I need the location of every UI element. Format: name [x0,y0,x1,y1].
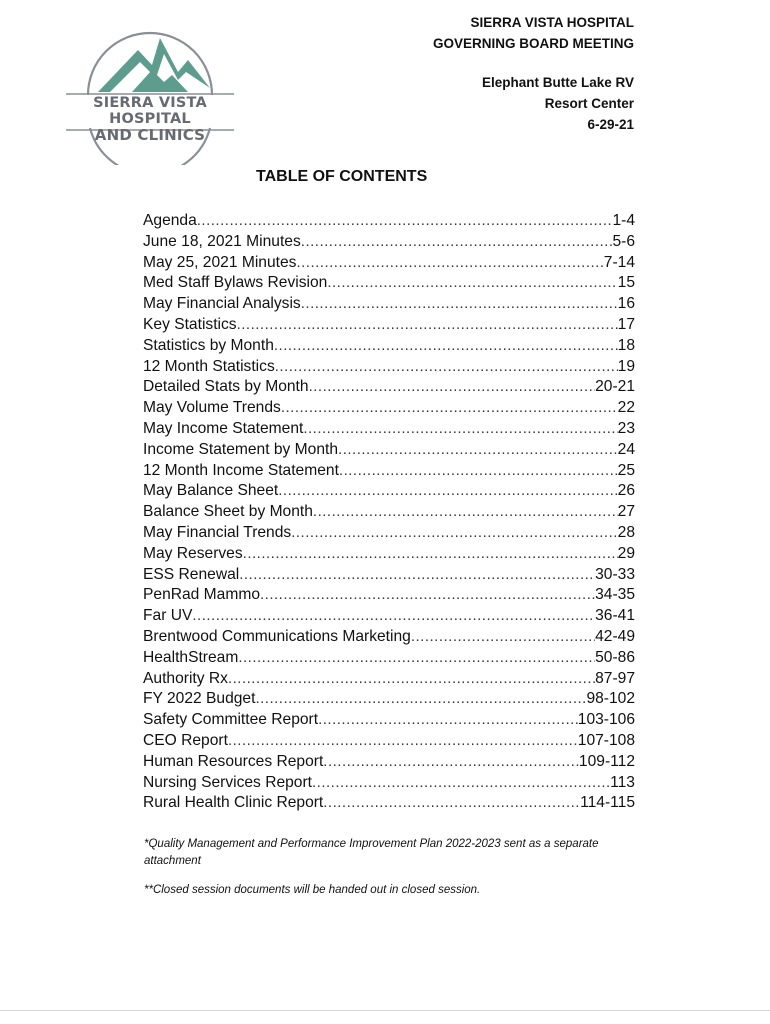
toc-entry-pages: 28 [617,523,635,541]
toc-leader-dots [197,212,613,229]
toc-entry-pages: 107-108 [577,731,635,749]
toc-entry-pages: 30-33 [595,565,635,583]
toc-leader-dots [296,254,603,271]
toc-entry-label: Agenda [143,212,197,229]
header-spacer [294,54,634,72]
header-org: SIERRA VISTA HOSPITAL [470,15,634,30]
toc-entry-pages: 1-4 [612,212,635,229]
toc-entry-pages: 103-106 [577,711,635,729]
toc-entry-label: May Income Statement [143,419,304,437]
toc-entry-pages: 42-49 [595,627,635,645]
toc-entry-pages: 34-35 [595,586,635,604]
toc-entry [143,711,635,732]
toc-entry-pages: 27 [617,503,635,521]
toc-entry [143,753,635,774]
toc-leader-dots [338,441,618,458]
toc-entry-pages: 20-21 [595,378,635,396]
toc-entry [143,649,635,670]
toc-leader-dots [411,628,595,645]
logo-line-2: AND CLINICS [94,126,206,144]
toc-entry-label: FY 2022 Budget [143,690,256,708]
toc-leader-dots [339,462,618,479]
toc-entry-pages: 24 [617,440,635,458]
toc-entry-label: HealthStream [143,648,239,666]
toc-entry [143,441,635,462]
toc-leader-dots [278,482,617,499]
toc-entry-label: Human Resources Report [143,752,324,770]
toc-entry-pages: 18 [617,336,635,354]
toc-leader-dots [281,399,618,416]
toc-leader-dots [239,566,595,583]
toc-entry-pages: 113 [610,773,635,791]
toc-leader-dots [312,774,610,791]
toc-leader-dots [243,545,618,562]
toc-leader-dots [260,586,595,603]
toc-entry-pages: 19 [617,357,635,375]
toc-leader-dots [323,753,579,770]
toc-leader-dots [323,794,580,811]
toc-entry-label: CEO Report [143,731,228,749]
toc-leader-dots [309,378,596,395]
toc-entry-label: May Balance Sheet [143,482,279,500]
toc-entry-label: Rural Health Clinic Report [143,794,324,812]
toc-entry [143,545,635,566]
toc-entry [143,607,635,628]
toc-entry [143,566,635,587]
toc-entry-label: Nursing Services Report [143,773,312,791]
toc-entry-label: Far UV [143,607,193,625]
toc-entry-label: June 18, 2021 Minutes [143,232,301,250]
toc-leader-dots [301,233,613,250]
toc-entry-pages: 5-6 [612,232,635,250]
toc-entry-label: Detailed Stats by Month [143,378,309,396]
toc-leader-dots [301,295,618,312]
toc-entry-label: PenRad Mammo [143,586,260,604]
toc-entry [143,254,635,275]
page-edge-divider [0,1010,770,1011]
toc-entry-label: May Reserves [143,544,243,562]
toc-entry-label: May 25, 2021 Minutes [143,253,297,271]
toc-leader-dots [303,420,617,437]
toc-entry [143,462,635,483]
toc-leader-dots [327,274,617,291]
toc-leader-dots [228,732,578,749]
toc-entry-label: 12 Month Income Statement [143,461,339,479]
toc-entry-pages: 15 [617,274,635,292]
toc-leader-dots [255,690,586,707]
toc-entry [143,628,635,649]
toc-entry [143,316,635,337]
toc-entry-label: 12 Month Statistics [143,357,275,375]
toc-entry-pages: 109-112 [578,752,635,770]
toc-entry-label: Statistics by Month [143,336,274,354]
toc-entry-label: Income Statement by Month [143,440,339,458]
toc-entry-pages: 114-115 [580,794,635,812]
toc-entry [143,274,635,295]
header-location-1: Elephant Butte Lake RV [481,75,634,90]
toc-leader-dots [192,607,595,624]
toc-entry [143,420,635,441]
toc-entry-label: Key Statistics [143,315,237,333]
toc-entry-label: May Volume Trends [143,399,281,417]
toc-entry-pages: 22 [617,399,635,417]
toc-entry [143,378,635,399]
toc-entry [143,690,635,711]
header-date: 6-29-21 [587,117,634,132]
toc-list [143,212,635,815]
toc-entry [143,337,635,358]
header-location-2: Resort Center [544,96,634,111]
toc-entry [143,586,635,607]
footnote-closed-session: **Closed session documents will be handed out in closed session. [144,884,481,896]
toc-entry [143,212,635,233]
toc-entry-pages: 87-97 [595,669,635,687]
toc-entry [143,732,635,753]
toc-entry-pages: 29 [617,544,635,562]
toc-entry-pages: 98-102 [586,690,635,708]
toc-entry-pages: 16 [617,295,635,313]
toc-entry-pages: 23 [617,419,635,437]
toc-entry [143,794,635,815]
toc-leader-dots [275,358,618,375]
footnote-qapi: *Quality Management and Performance Improvement Plan 2022-2023 sent as a separate attachment [144,838,599,867]
header-meeting: GOVERNING BOARD MEETING [432,36,634,51]
toc-entry-label: May Financial Trends [143,523,292,541]
toc-leader-dots [237,316,618,333]
toc-entry-label: Brentwood Communications Marketing [143,627,411,645]
toc-entry-label: Authority Rx [143,669,228,687]
toc-entry-pages: 26 [617,482,635,500]
toc-entry-label: Safety Committee Report [143,711,319,729]
toc-entry-label: May Financial Analysis [143,295,301,313]
toc-entry-label: Med Staff Bylaws Revision [143,274,328,292]
toc-entry [143,233,635,254]
toc-entry [143,295,635,316]
toc-entry [143,524,635,545]
toc-leader-dots [238,649,595,666]
toc-entry-pages: 17 [617,315,635,333]
toc-entry [143,670,635,691]
toc-entry-pages: 36-41 [595,607,635,625]
toc-leader-dots [313,503,618,520]
meeting-header [294,12,634,135]
logo-text [62,95,238,143]
toc-entry-pages: 7-14 [603,253,635,271]
toc-entry-label: ESS Renewal [143,565,240,583]
toc-title: TABLE OF CONTENTS [256,168,428,185]
toc-entry-pages: 25 [617,461,635,479]
toc-entry [143,774,635,795]
toc-entry [143,482,635,503]
toc-entry-pages: 50-86 [595,648,635,666]
logo-line-1: SIERRA VISTA HOSPITAL [93,95,207,127]
toc-leader-dots [274,337,618,354]
toc-entry [143,503,635,524]
toc-entry [143,358,635,379]
toc-leader-dots [228,670,595,687]
toc-leader-dots [318,711,578,728]
toc-leader-dots [291,524,617,541]
toc-entry [143,399,635,420]
toc-entry-label: Balance Sheet by Month [143,503,313,521]
